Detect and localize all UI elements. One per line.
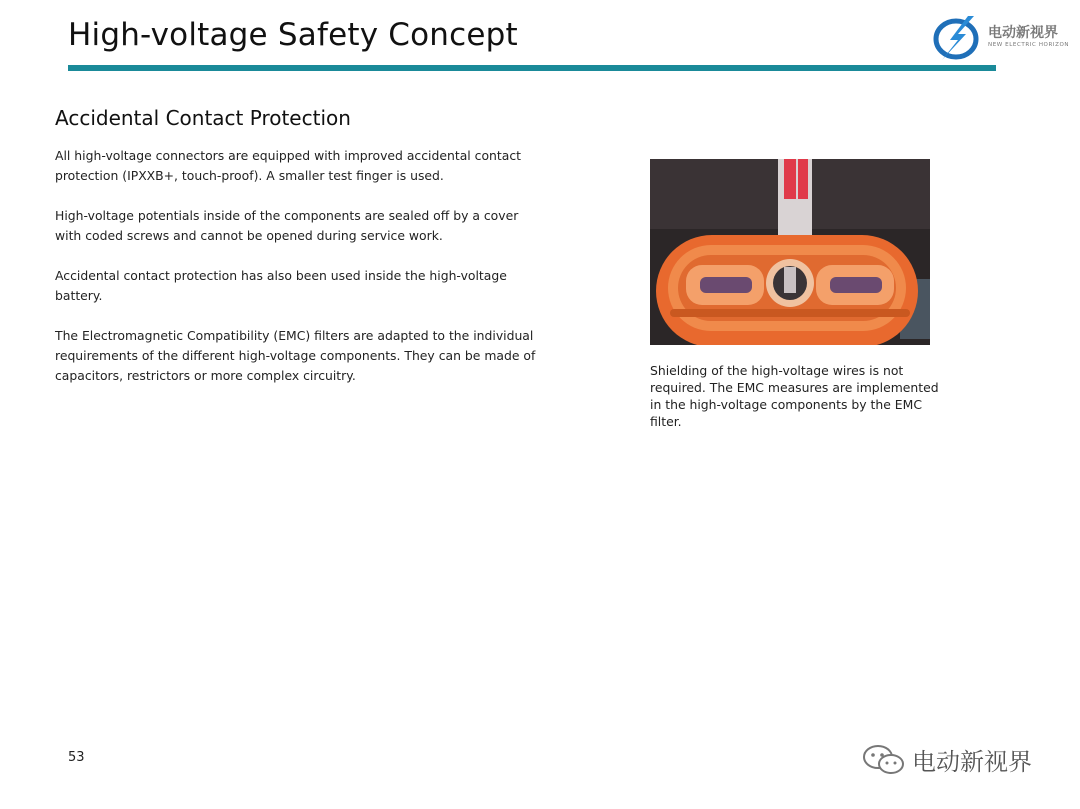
- body-text: [55, 146, 555, 406]
- paragraph-emc-filters: The Electromagnetic Compatibility (EMC) filters are adapted to the individual requirements of the different high-voltage components. They can be made of capacitors, restrictors or more complex circuitry.: [55, 328, 536, 383]
- wechat-icon: [862, 744, 906, 776]
- watermark: [862, 742, 1062, 778]
- figure-caption: Shielding of the high-voltage wires is not required. The EMC measures are implemented in the high-voltage components by the EMC filter.: [650, 363, 939, 429]
- section-heading: Accidental Contact Protection: [55, 106, 351, 130]
- logo-name-en: NEW ELECTRIC HORIZON: [988, 42, 1070, 48]
- paragraph-battery: Accidental contact protection has also been used inside the high-voltage battery.: [55, 268, 507, 303]
- lightning-globe-icon: [928, 12, 988, 62]
- connector-photo: [650, 159, 930, 345]
- logo-name-cn: 电动新视界: [988, 25, 1058, 41]
- slide-title: High-voltage Safety Concept: [68, 17, 518, 53]
- page-number: 53: [68, 750, 85, 765]
- brand-logo: [928, 12, 1073, 62]
- watermark-text: 电动新视界: [912, 748, 1032, 776]
- paragraph-connectors: All high-voltage connectors are equipped with improved accidental contact protection (IPXXB+, touch-proof). A smaller test finger is used.: [55, 148, 522, 183]
- title-divider: [68, 65, 996, 71]
- paragraph-sealed-components: High-voltage potentials inside of the components are sealed off by a cover with coded screws and cannot be opened during service work.: [55, 208, 519, 243]
